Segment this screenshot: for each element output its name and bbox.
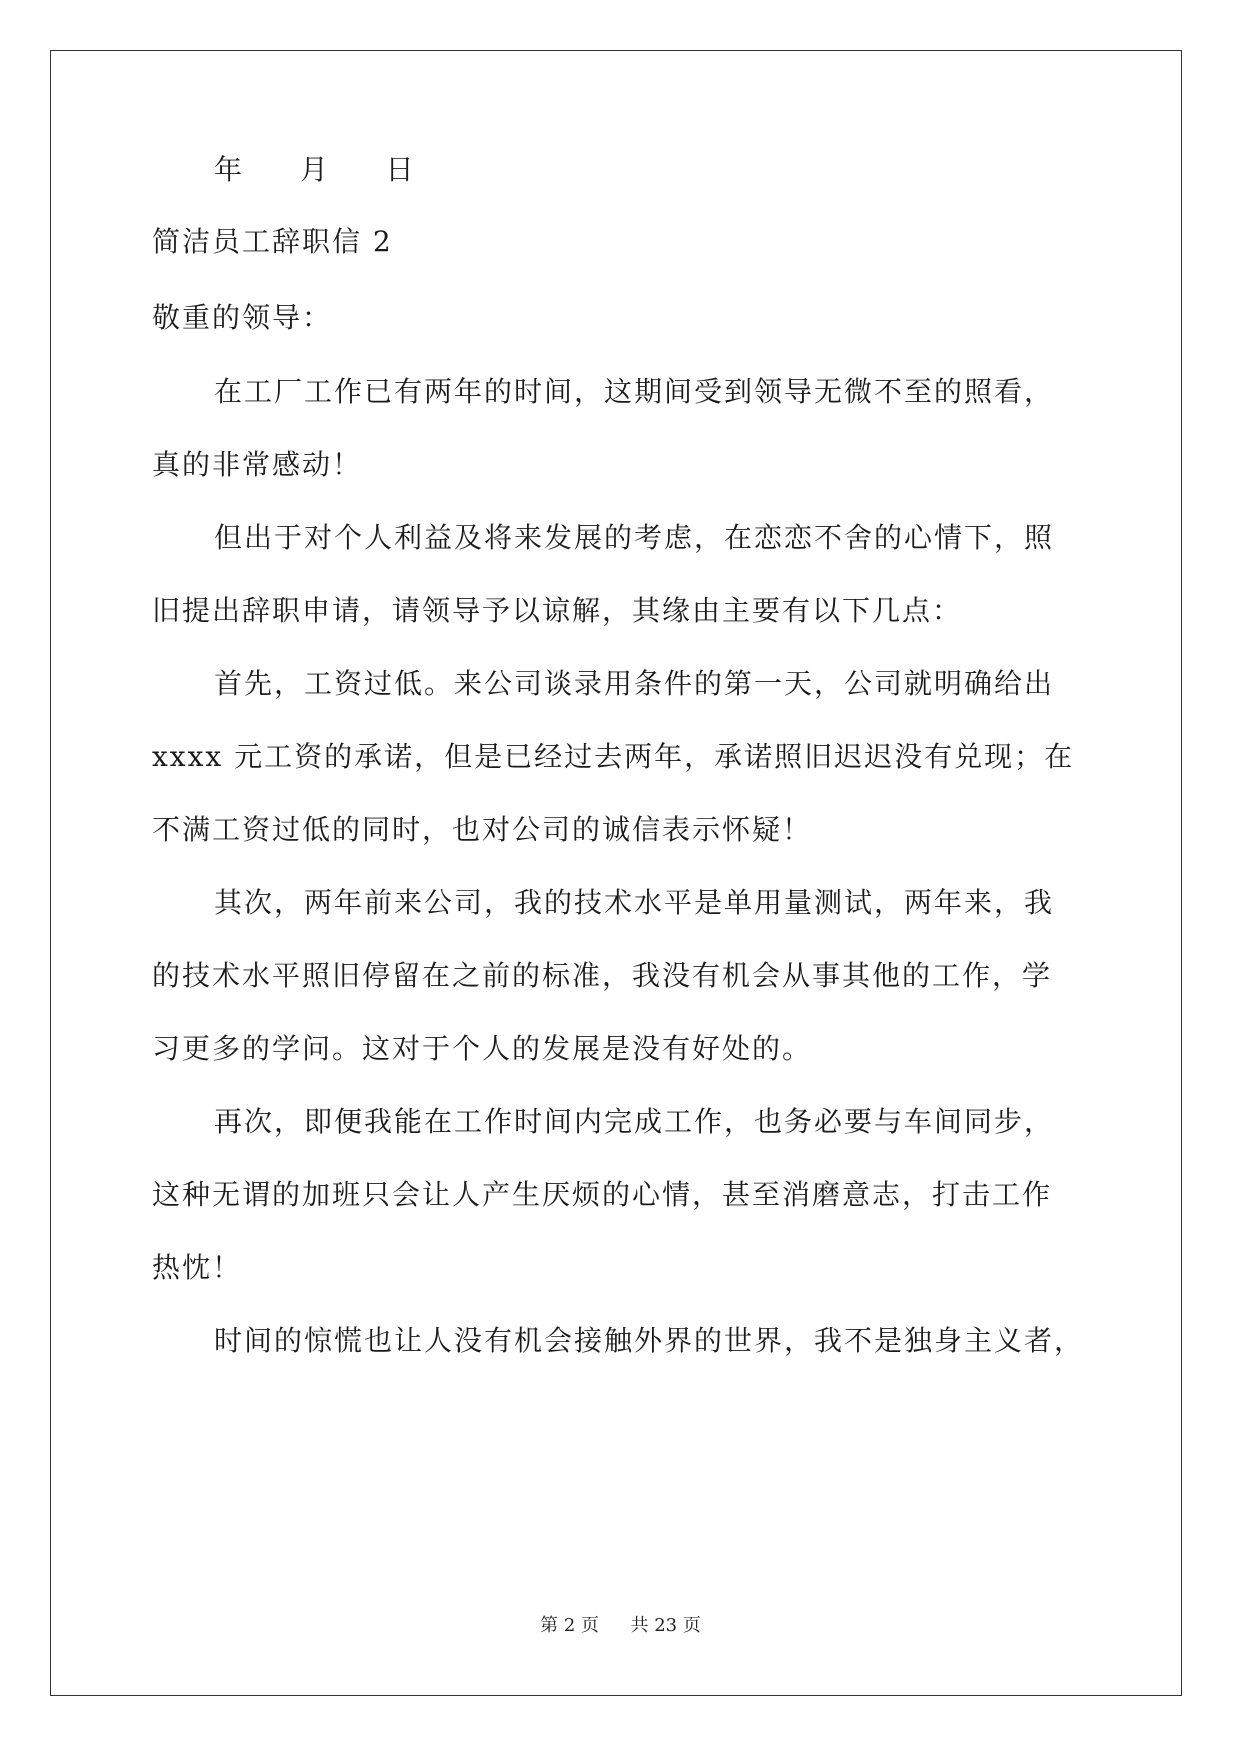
page-total: 共 23 页 — [630, 1615, 701, 1636]
date-day: 日 — [385, 153, 414, 186]
paragraph-line: 旧提出辞职申请，请领导予以谅解，其缘由主要有以下几点： — [152, 594, 963, 627]
salutation: 敬重的领导： — [152, 301, 333, 334]
paragraph-line: 首先，工资过低。来公司谈录用条件的第一天，公司就明确给出 — [214, 667, 1055, 700]
paragraph-line: 这种无谓的加班只会让人产生厌烦的心情，甚至消磨意志，打击工作 — [152, 1178, 1053, 1211]
page-number: 第 2 页 — [540, 1615, 600, 1636]
paragraph-line: 真的非常感动！ — [152, 448, 363, 481]
paragraph-line: 其次，两年前来公司，我的技术水平是单用量测试，两年来，我 — [214, 886, 1055, 919]
letter-title: 简洁员工辞职信 2 — [152, 225, 393, 258]
paragraph-line: xxxx 元工资的承诺，但是已经过去两年，承诺照旧迟迟没有兑现；在 — [152, 740, 1075, 773]
date-month: 月 — [299, 153, 328, 186]
paragraph-line: 习更多的学问。这对于个人的发展是没有好处的。 — [152, 1032, 813, 1065]
paragraph-line: 在工厂工作已有两年的时间，这期间受到领导无微不至的照看， — [214, 375, 1055, 408]
paragraph-line: 不满工资过低的同时，也对公司的诚信表示怀疑！ — [152, 813, 813, 846]
date-year: 年 — [214, 153, 243, 186]
paragraph-line: 再次，即便我能在工作时间内完成工作，也务必要与车间同步， — [214, 1105, 1055, 1138]
paragraph-line: 但出于对个人利益及将来发展的考虑，在恋恋不舍的心情下，照 — [214, 521, 1055, 554]
paragraph-line: 时间的惊慌也让人没有机会接触外界的世界，我不是独身主义者， — [214, 1324, 1085, 1357]
paragraph-line: 热忱！ — [152, 1251, 243, 1284]
page-footer — [0, 1614, 1241, 1638]
paragraph-line: 的技术水平照旧停留在之前的标准，我没有机会从事其他的工作，学 — [152, 959, 1053, 992]
date-line — [214, 150, 1154, 190]
page-border — [50, 50, 1182, 1696]
